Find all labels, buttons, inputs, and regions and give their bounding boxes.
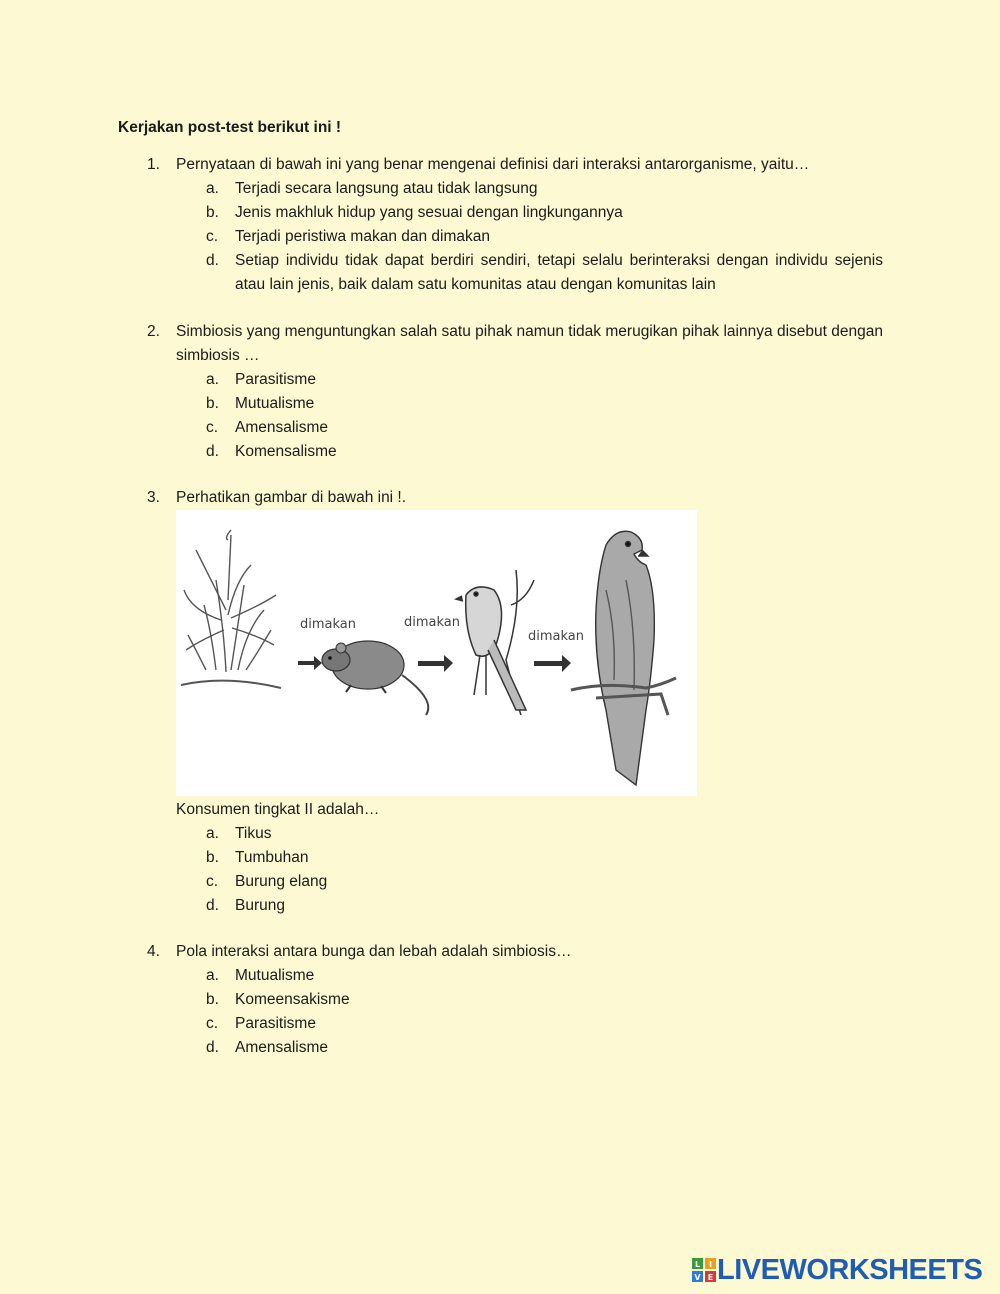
svg-text:I: I — [709, 1260, 712, 1269]
option-c[interactable] — [147, 870, 883, 894]
question-stem: Perhatikan gambar di bawah ini !. — [176, 489, 407, 506]
question-sub-stem: Konsumen tingkat II adalah… — [176, 801, 380, 818]
question-3 — [147, 486, 883, 918]
question-stem: Pola interaksi antara bunga dan lebah adalah simbiosis… — [176, 943, 572, 960]
question-stem: Pernyataan di bawah ini yang benar mengenai definisi dari interaksi antarorganisme, yaitu… — [176, 156, 810, 173]
option-text: Mutualisme — [235, 395, 315, 412]
food-chain-figure — [176, 510, 697, 796]
option-list — [147, 177, 883, 297]
option-letter: b. — [206, 204, 219, 221]
option-list — [147, 822, 883, 918]
option-text: Terjadi peristiwa makan dan dimakan — [235, 228, 491, 245]
option-letter: a. — [206, 180, 219, 197]
option-letter: c. — [206, 1015, 219, 1032]
option-text: Terjadi secara langsung atau tidak langsung — [235, 180, 538, 197]
option-letter: b. — [206, 849, 219, 866]
option-b[interactable] — [147, 988, 883, 1012]
option-a[interactable] — [147, 368, 883, 392]
question-2 — [147, 320, 883, 464]
option-a[interactable] — [147, 964, 883, 988]
option-text: Jenis makhluk hidup yang sesuai dengan lingkungannya — [235, 204, 623, 221]
option-d[interactable] — [147, 1036, 883, 1060]
option-list — [147, 368, 883, 464]
arrow-icon — [298, 656, 322, 670]
arrow-icon — [534, 655, 571, 672]
option-text: Mutualisme — [235, 967, 315, 984]
option-letter: c. — [206, 419, 219, 436]
eagle-illustration — [571, 531, 676, 785]
option-letter: c. — [206, 873, 219, 890]
option-letter: d. — [206, 1039, 219, 1056]
option-text: Burung — [235, 897, 285, 914]
svg-text:V: V — [694, 1273, 701, 1282]
option-c[interactable] — [147, 416, 883, 440]
svg-text:E: E — [707, 1273, 714, 1282]
option-text: Parasitisme — [235, 1015, 316, 1032]
option-text: Tumbuhan — [235, 849, 309, 866]
liveworksheets-logo-icon — [692, 1258, 716, 1282]
dimakan-label-2: dimakan — [404, 615, 460, 630]
option-text: Amensalisme — [235, 419, 329, 436]
option-d[interactable] — [147, 894, 883, 918]
svg-text:L: L — [694, 1260, 701, 1269]
option-text: Komeensakisme — [235, 991, 350, 1008]
question-number: 4. — [147, 943, 160, 960]
option-letter: d. — [206, 443, 219, 460]
option-c[interactable] — [147, 225, 883, 249]
option-letter: a. — [206, 371, 219, 388]
option-c[interactable] — [147, 1012, 883, 1036]
option-b[interactable] — [147, 392, 883, 416]
worksheet-title: Kerjakan post-test berikut ini ! — [118, 119, 342, 136]
arrow-icon — [418, 655, 453, 672]
option-text: Komensalisme — [235, 443, 337, 460]
option-d[interactable] — [147, 440, 883, 464]
grass-plant-illustration — [181, 530, 281, 688]
option-text: Parasitisme — [235, 371, 316, 388]
option-a[interactable] — [147, 177, 883, 201]
option-text: Burung elang — [235, 873, 328, 890]
option-b[interactable] — [147, 201, 883, 225]
question-number: 1. — [147, 156, 160, 173]
option-b[interactable] — [147, 846, 883, 870]
question-number: 3. — [147, 489, 160, 506]
option-text: Amensalisme — [235, 1039, 329, 1056]
option-letter: b. — [206, 395, 219, 412]
option-letter: d. — [206, 897, 219, 914]
question-1 — [147, 153, 883, 297]
dimakan-label-3: dimakan — [528, 629, 584, 644]
bird-illustration — [456, 570, 534, 715]
option-d[interactable] — [147, 249, 883, 297]
option-letter: a. — [206, 967, 219, 984]
question-4 — [147, 940, 883, 1060]
brand-text: LIVEWORKSHEETS — [717, 1254, 983, 1286]
question-number: 2. — [147, 323, 160, 340]
option-text: Setiap individu tidak dapat berdiri sendiri, tetapi selalu berinteraksi dengan individu sejenis atau lain jenis, baik dalam satu komunitas atau dengan komunitas lain — [235, 252, 883, 293]
option-letter: d. — [206, 252, 219, 269]
option-letter: b. — [206, 991, 219, 1008]
liveworksheets-brand[interactable] — [692, 1254, 992, 1288]
option-a[interactable] — [147, 822, 883, 846]
question-stem: Simbiosis yang menguntungkan salah satu pihak namun tidak merugikan pihak lainnya disebut dengan simbiosis … — [176, 323, 883, 364]
option-letter: a. — [206, 825, 219, 842]
option-letter: c. — [206, 228, 219, 245]
rat-illustration — [322, 641, 428, 715]
dimakan-label-1: dimakan — [300, 617, 356, 632]
option-list — [147, 964, 883, 1060]
option-text: Tikus — [235, 825, 272, 842]
